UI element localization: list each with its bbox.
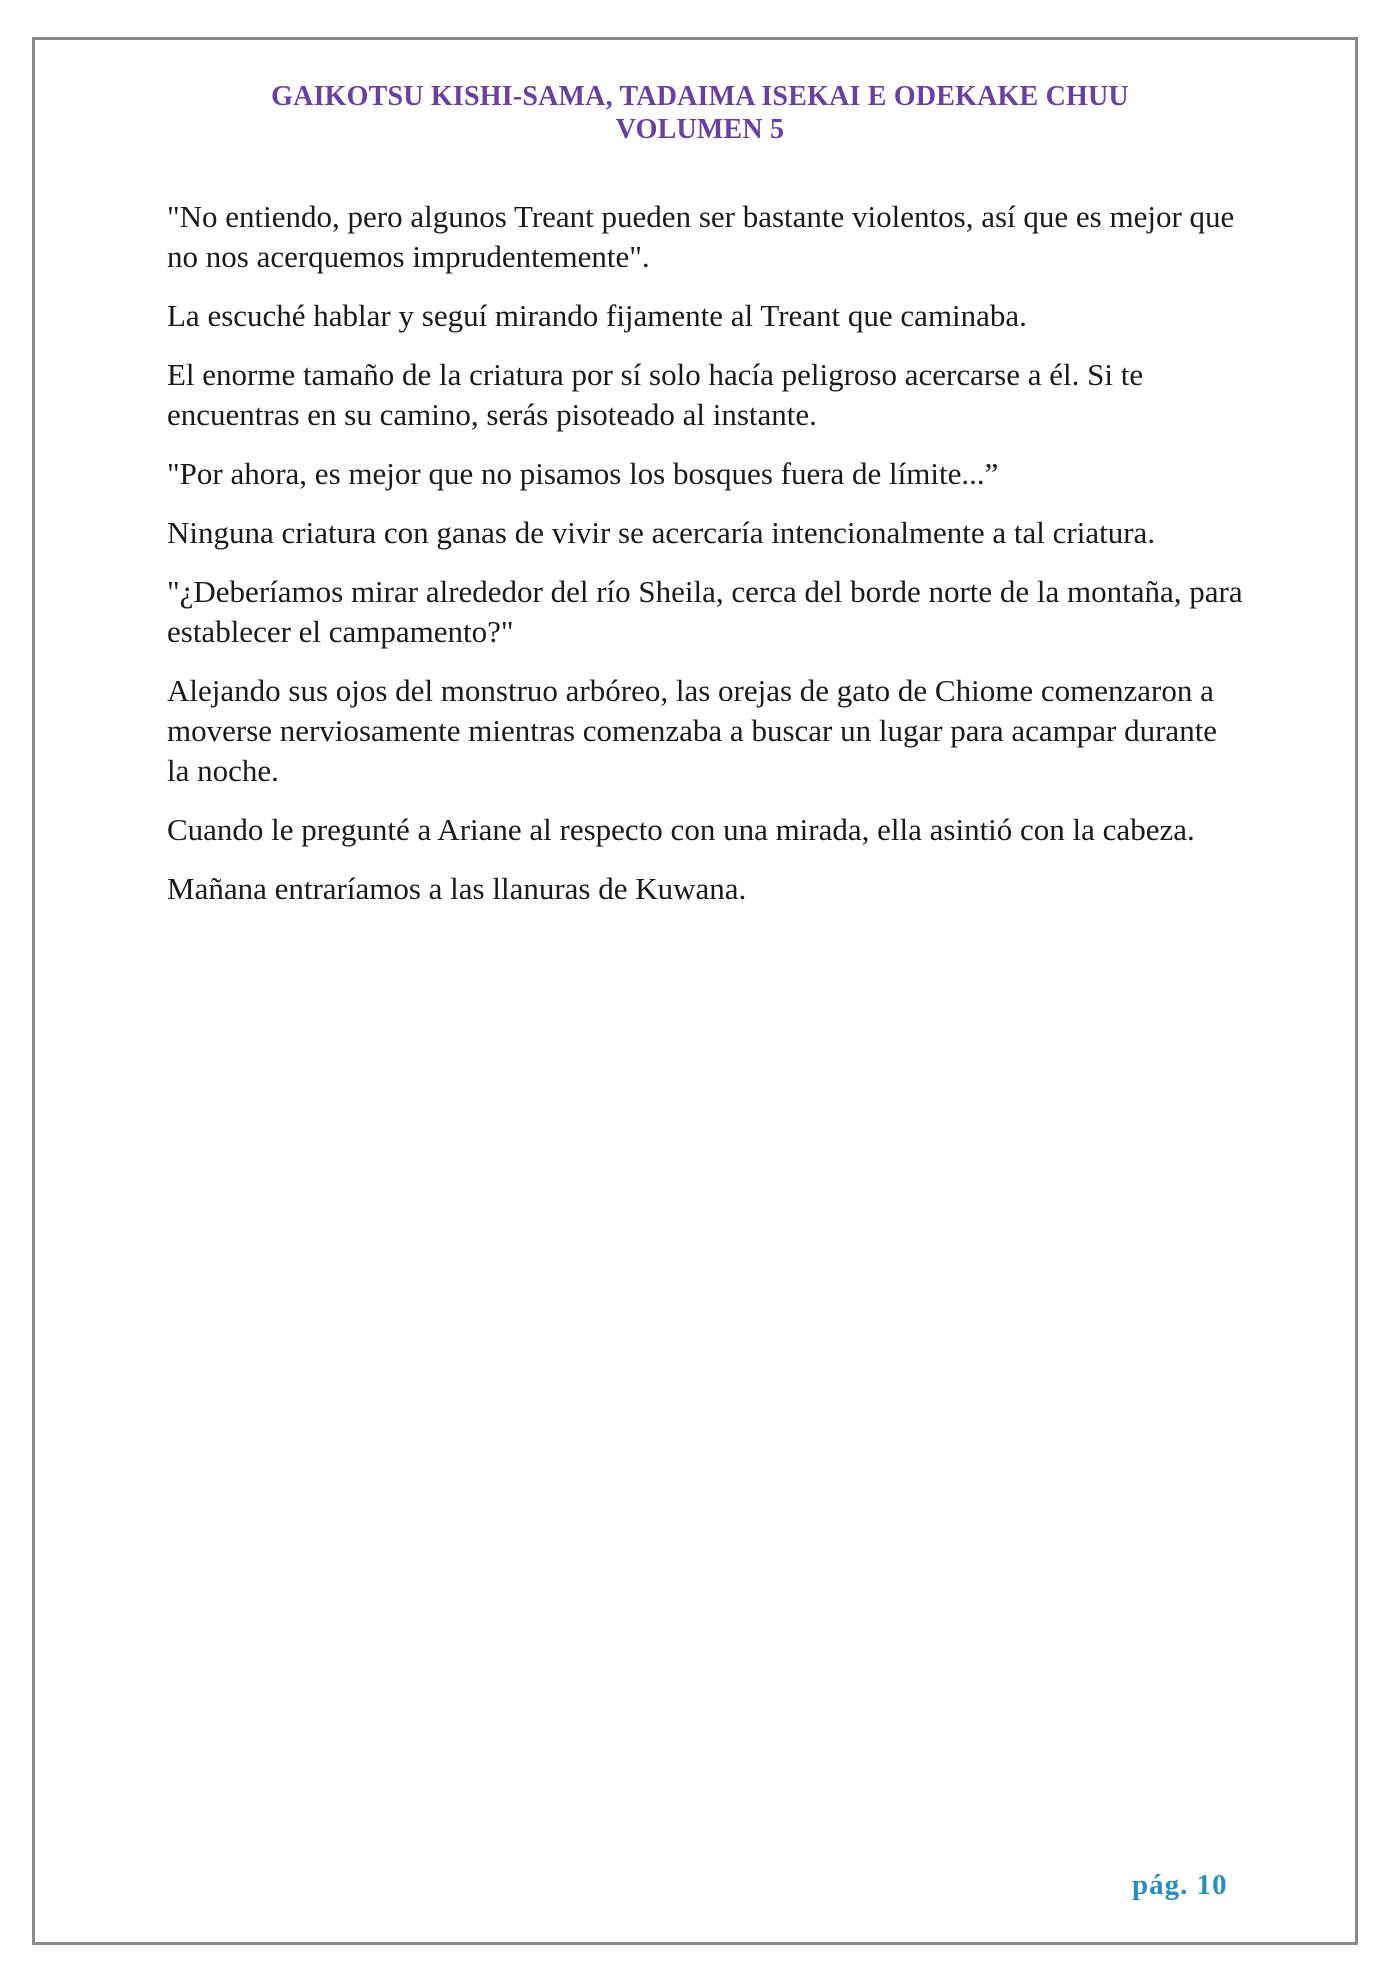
paragraph: "Por ahora, es mejor que no pisamos los bosques fuera de límite...” (167, 456, 999, 491)
paragraph: "¿Deberíamos mirar alrededor del río Sheila, cerca del borde norte de la montaña, para establecer el campamento?" (167, 574, 1243, 649)
paragraph: Cuando le pregunté a Ariane al respecto con una mirada, ella asintió con la cabeza. (167, 812, 1195, 847)
page-number: pág. 10 (1132, 1869, 1228, 1901)
paragraph: La escuché hablar y seguí mirando fijamente al Treant que caminaba. (167, 298, 1027, 333)
page-header (0, 80, 1400, 146)
paragraph: Ninguna criatura con ganas de vivir se acercaría intencionalmente a tal criatura. (167, 515, 1156, 550)
paragraph: Mañana entraríamos a las llanuras de Kuwana. (167, 871, 747, 906)
paragraph: Alejando sus ojos del monstruo arbóreo, las orejas de gato de Chiome comenzaron a moverse nerviosamente mientras comenzaba a buscar un lugar para acampar durante la noche. (167, 673, 1218, 788)
paragraph: El enorme tamaño de la criatura por sí solo hacía peligroso acercarse a él. Si te encuentras en su camino, serás pisoteado al instante. (167, 357, 1144, 432)
book-title: GAIKOTSU KISHI-SAMA, TADAIMA ISEKAI E ODEKAKE CHUU (271, 81, 1129, 112)
volume-label: VOLUMEN 5 (615, 114, 785, 145)
paragraph: "No entiendo, pero algunos Treant pueden ser bastante violentos, así que es mejor que no nos acerquemos imprudentemente". (167, 199, 1235, 274)
document-body (167, 197, 1247, 928)
